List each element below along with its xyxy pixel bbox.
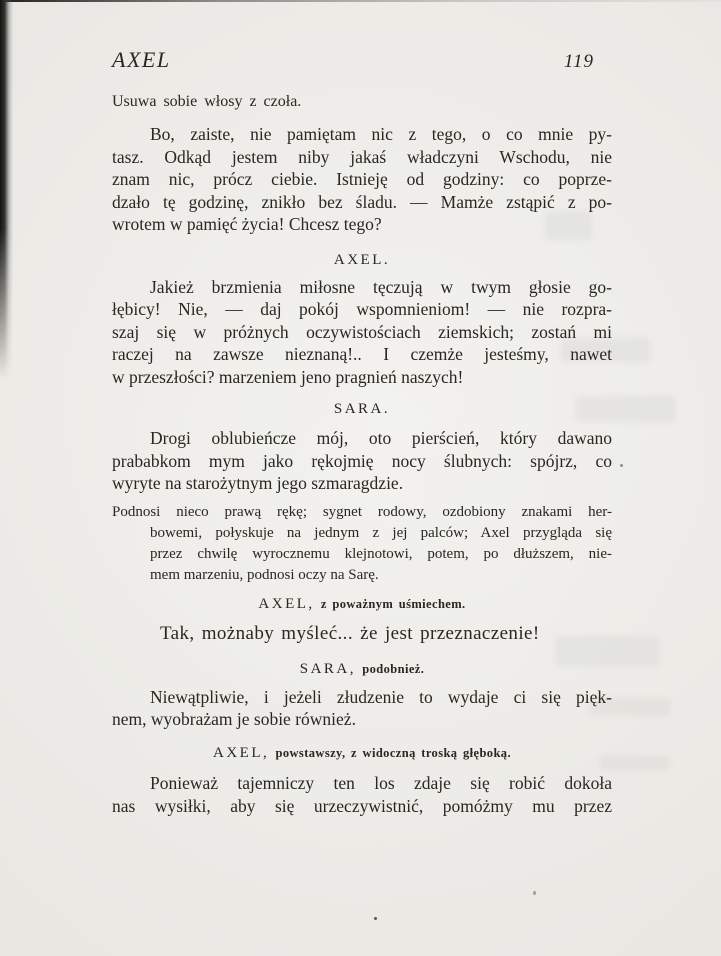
dialogue-line: Drogi oblubieńcze mój, oto pierścień, który dawano (150, 428, 612, 448)
paper-speck (374, 917, 377, 920)
speaker-heading-axel-smiling (112, 595, 612, 613)
dialogue-paragraph-axel-2 (112, 772, 612, 818)
direction-line: bowemi, połyskuje na jednym z jej palców; Axel przygląda się (150, 524, 612, 541)
speaker-heading-sara (112, 400, 612, 418)
dialogue-line: Niewątpliwie, i jeżeli złudzenie to wydaje ci się pięk- (150, 686, 612, 707)
dialogue-paragraph-axel (112, 276, 612, 389)
paper-speck (620, 464, 623, 467)
dialogue-line: wyryte na starożytnym jego szmaragdzie. (112, 473, 404, 493)
speaker-name: AXEL, (258, 595, 315, 612)
dialogue-line: prababkom mym jako rękojmię nocy ślubnych: spójrz, co (112, 450, 612, 471)
direction-line: przez chwilę wyrocznemu klejnotowi, potem, po dłuższem, nie- (150, 545, 612, 562)
speaker-heading-axel-risen (112, 744, 612, 762)
dialogue-line: znam nic, prócz ciebie. Istnieję od godziny: co poprze- (112, 169, 612, 189)
dialogue-line: wrotem w pamięć życia! Chcesz tego? (112, 214, 382, 234)
speaker-heading-axel (112, 251, 612, 269)
running-header-title: AXEL (112, 47, 171, 72)
dialogue-line-axel: Tak, możnaby myśleć... że jest przeznaczenie! (160, 622, 540, 644)
dialogue-line: nem, wyobrażam je sobie również. (112, 709, 356, 729)
dialogue-line: Jakież brzmienia miłosne tęczują w twym głosie go- (150, 276, 612, 297)
dialogue-line: szaj się w próżnych oczywistościach ziemskich; zostań mi (112, 321, 612, 342)
speaker-name: AXEL, (213, 744, 270, 761)
dialogue-line: Bo, zaiste, nie pamiętam nic z tego, o co mnie py- (150, 124, 612, 144)
dialogue-paragraph-sara-continued (112, 123, 612, 236)
stage-direction-opening: Usuwa sobie włosy z czoła. (112, 93, 302, 110)
dialogue-paragraph-sara (112, 427, 612, 495)
dialogue-paragraph-sara-2 (112, 686, 612, 731)
dialogue-line: Ponieważ tajemniczy ten los zdaje się robić dokoła (150, 772, 612, 793)
speaker-name: SARA. (333, 401, 391, 417)
speaker-direction-note: podobnież. (362, 661, 425, 676)
speaker-name: SARA, (299, 660, 356, 677)
direction-line: mem marzeniu, podnosi oczy na Sarę. (150, 566, 379, 583)
dialogue-line: w przeszłości? marzeniem jeno pragnień naszych! (112, 366, 464, 387)
dialogue-line: nas wysiłki, aby się urzeczywistnić, pomóżmy mu przez (112, 795, 612, 816)
speaker-direction-note: powstawszy, z widoczną troską głęboką. (275, 745, 511, 760)
direction-line: Podnosi nieco prawą rękę; sygnet rodowy, ozdobiony znakami her- (112, 503, 612, 520)
speaker-direction-note: z poważnym uśmiechem. (320, 596, 466, 611)
stage-direction-ring (112, 502, 612, 586)
speaker-heading-sara-likewise (112, 660, 612, 678)
dialogue-line: tasz. Odkąd jestem niby jakaś władczyni Wschodu, nie (112, 146, 612, 167)
speaker-name: AXEL. (333, 251, 391, 268)
paper-speck (533, 891, 536, 895)
dialogue-line: raczej na zawsze nieznaną!.. I czemże jesteśmy, nawet (112, 344, 612, 364)
running-header (112, 48, 612, 73)
dialogue-line: łębicy! Nie, — daj pokój wspomnieniom! — nie rozpra- (112, 299, 612, 319)
scan-gutter-shadow (0, 0, 13, 380)
page-number: 119 (563, 51, 594, 72)
dialogue-line: dzało tę godzinę, znikło bez śladu. — Mamże zstąpić z po- (112, 191, 612, 212)
text-column (112, 0, 612, 818)
